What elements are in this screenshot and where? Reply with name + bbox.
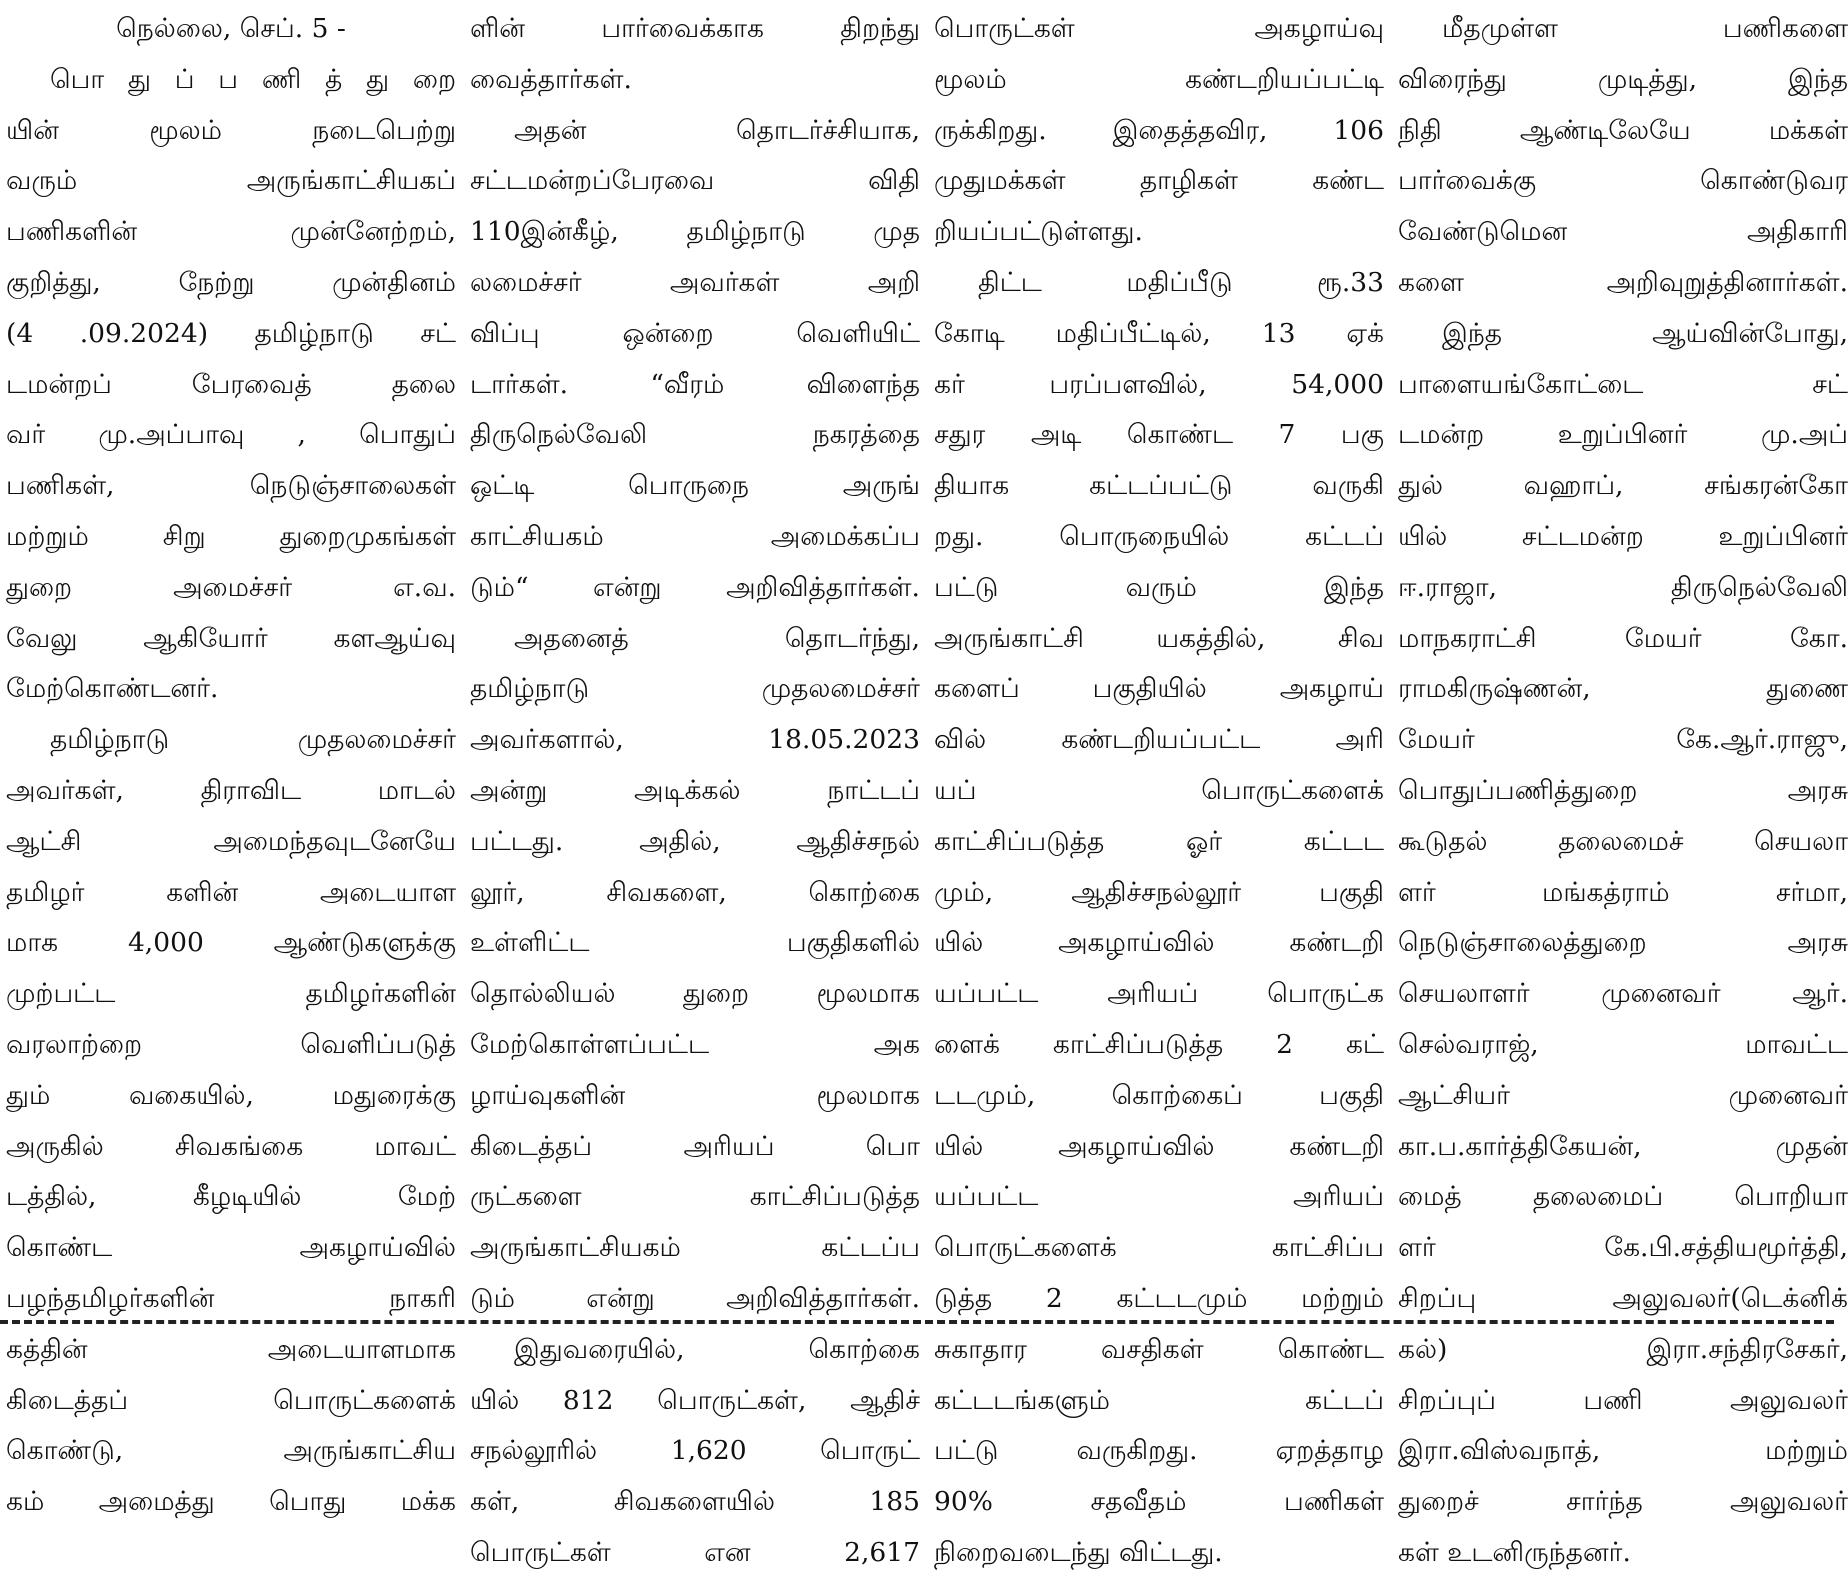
text-line: அதன் தொடர்ச்சியாக, bbox=[514, 114, 920, 146]
text-line: டமன்றப் பேரவைத் தலை bbox=[6, 368, 456, 400]
text-line: மும், ஆதிச்சநல்லூர் பகுதி bbox=[934, 876, 1384, 908]
text-line: ளைக் காட்சிப்படுத்த 2 கட் bbox=[934, 1028, 1384, 1060]
text-line: தமிழர் களின் அடையாள bbox=[6, 876, 456, 908]
text-line: தும் வகையில், மதுரைக்கு bbox=[6, 1079, 456, 1111]
text-line: முதுமக்கள் தாழிகள் கண்ட bbox=[934, 165, 1384, 197]
text-line: பார்வைக்கு கொண்டுவர bbox=[1398, 165, 1848, 197]
text-line: மற்றும் சிறு துறைமுகங்கள் bbox=[6, 520, 456, 552]
text-line: மேற்கொள்ளப்பட்ட அக bbox=[470, 1028, 920, 1060]
text-line: அன்று அடிக்கல் நாட்டப் bbox=[470, 774, 920, 806]
text-line: பழந்தமிழர்களின் நாகரி bbox=[6, 1282, 456, 1314]
article-column-2 bbox=[470, 4, 920, 1568]
text-line: பணிகள், நெடுஞ்சாலைகள் bbox=[6, 470, 456, 502]
text-line: டத்தில், கீழடியில் மேற் bbox=[6, 1181, 456, 1213]
text-line: வைத்தார்கள். bbox=[470, 63, 632, 95]
article-column-1 bbox=[6, 4, 456, 1518]
text-line: நிறைவடைந்து விட்டது. bbox=[934, 1536, 1223, 1568]
text-line: துறை அமைச்சர் எ.வ. bbox=[6, 571, 456, 603]
text-line: வேலு ஆகியோர் களஆய்வு bbox=[6, 622, 456, 654]
text-line: உள்ளிட்ட பகுதிகளில் bbox=[470, 927, 920, 959]
article-column-4 bbox=[1398, 4, 1848, 1568]
text-line: காட்சியகம் அமைக்கப்ப bbox=[470, 520, 920, 552]
text-line: ஆட்சி அமைந்தவுடனேயே bbox=[6, 825, 456, 857]
text-line: றது. பொருநையில் கட்டப் bbox=[934, 520, 1384, 552]
text-line: களைப் பகுதியில் அகழாய் bbox=[934, 673, 1384, 705]
text-line: லூர், சிவகளை, கொற்கை bbox=[470, 876, 920, 908]
text-line: டுத்த 2 கட்டடமும் மற்றும் bbox=[934, 1282, 1384, 1314]
text-line: ராமகிருஷ்ணன், துணை bbox=[1398, 673, 1848, 705]
text-line: மாக 4,000 ஆண்டுகளுக்கு bbox=[6, 927, 456, 959]
text-line: பொ து ப் ப ணி த் து றை bbox=[50, 63, 456, 95]
text-line: யப் பொருட்களைக் bbox=[934, 774, 1384, 806]
text-line: அருங்காட்சி யகத்தில், சிவ bbox=[934, 622, 1384, 654]
text-line: ளர் கே.பி.சத்தியமூர்த்தி, bbox=[1398, 1232, 1848, 1264]
text-line: கொண்டு, அருங்காட்சிய bbox=[6, 1435, 456, 1467]
text-line: சிறப்புப் பணி அலுவலர் bbox=[1398, 1384, 1848, 1416]
text-line: பட்டு வரும் இந்த bbox=[934, 571, 1384, 603]
text-line: நெல்லை, செப். 5 - bbox=[116, 13, 346, 44]
text-line: குறித்து, நேற்று முன்தினம் bbox=[6, 266, 456, 298]
text-line: நெடுஞ்சாலைத்துறை அரசு bbox=[1398, 927, 1848, 959]
text-line: சிறப்பு அலுவலர்(டெக்னிக் bbox=[1398, 1282, 1848, 1314]
text-line: கள் உடனிருந்தனர். bbox=[1398, 1536, 1631, 1568]
text-line: யில் அகழாய்வில் கண்டறி bbox=[934, 1130, 1384, 1162]
text-line: துறைச் சார்ந்த அலுவலர் bbox=[1398, 1486, 1848, 1518]
text-line: களை அறிவுறுத்தினார்கள். bbox=[1398, 266, 1848, 298]
text-line: தமிழ்நாடு முதலமைச்சர் bbox=[50, 724, 456, 756]
text-line: பொருட்கள் என 2,617 bbox=[470, 1536, 920, 1568]
text-line: மீதமுள்ள பணிகளை bbox=[1442, 13, 1848, 44]
text-line: கிடைத்தப் பொருட்களைக் bbox=[6, 1384, 456, 1416]
text-line: கோடி மதிப்பீட்டில், 13 ஏக் bbox=[934, 317, 1384, 349]
text-line: வேண்டுமென அதிகாரி bbox=[1398, 216, 1848, 248]
text-line: பட்டது. அதில், ஆதிச்சநல் bbox=[470, 825, 920, 857]
text-line: வரலாற்றை வெளிப்படுத் bbox=[6, 1028, 456, 1060]
text-line: மூலம் கண்டறியப்பட்டி bbox=[934, 63, 1384, 95]
text-line: கத்தின் அடையாளமாக bbox=[6, 1333, 456, 1365]
text-line: ஆட்சியர் முனைவர் bbox=[1398, 1079, 1848, 1111]
text-line: தமிழ்நாடு முதலமைச்சர் bbox=[470, 673, 920, 705]
text-line: சட்டமன்றப்பேரவை விதி bbox=[470, 165, 920, 197]
text-line: பாளையங்கோட்டை சட் bbox=[1398, 368, 1848, 400]
text-line: டடமும், கொற்கைப் பகுதி bbox=[934, 1079, 1384, 1111]
text-line: டும்“ என்று அறிவித்தார்கள். bbox=[470, 571, 920, 603]
text-line: சுகாதார வசதிகள் கொண்ட bbox=[934, 1333, 1384, 1365]
text-line: வில் கண்டறியப்பட்ட அரி bbox=[934, 724, 1384, 756]
text-line: ழாய்வுகளின் மூலமாக bbox=[470, 1079, 920, 1111]
text-line: திருநெல்வேலி நகரத்தை bbox=[470, 419, 920, 451]
text-line: இதுவரையில், கொற்கை bbox=[514, 1333, 920, 1365]
text-line: சநல்லூரில் 1,620 பொருட் bbox=[470, 1435, 920, 1467]
text-line: வர் மு.அப்பாவு , பொதுப் bbox=[6, 419, 456, 451]
dashed-separator bbox=[0, 1320, 1834, 1324]
text-line: பொதுப்பணித்துறை அரசு bbox=[1398, 774, 1848, 806]
text-line: விரைந்து முடித்து, இந்த bbox=[1398, 63, 1848, 95]
text-line: கம் அமைத்து பொது மக்க bbox=[6, 1486, 456, 1518]
text-line: அருங்காட்சியகம் கட்டப்ப bbox=[470, 1232, 920, 1264]
text-line: கர் பரப்பளவில், 54,000 bbox=[934, 368, 1384, 400]
text-line: இந்த ஆய்வின்போது, bbox=[1442, 317, 1848, 349]
text-line: கல்) இரா.சந்திரசேகர், bbox=[1398, 1333, 1848, 1365]
text-line: டும் என்று அறிவித்தார்கள். bbox=[470, 1282, 920, 1314]
text-line: அவர்கள், திராவிட மாடல் bbox=[6, 774, 456, 806]
text-line: மேயர் கே.ஆர்.ராஜு, bbox=[1398, 724, 1848, 756]
text-line: யில் 812 பொருட்கள், ஆதிச் bbox=[470, 1384, 920, 1416]
text-line: கூடுதல் தலைமைச் செயலா bbox=[1398, 825, 1848, 857]
text-line: திட்ட மதிப்பீடு ரூ.33 bbox=[978, 266, 1384, 298]
text-line: ளின் பார்வைக்காக திறந்து bbox=[470, 13, 920, 44]
text-line: ஈ.ராஜா, திருநெல்வேலி bbox=[1398, 571, 1848, 603]
text-line: பொருட்களைக் காட்சிப்ப bbox=[934, 1232, 1384, 1264]
text-line: பொருட்கள் அகழாய்வு bbox=[934, 13, 1384, 44]
text-line: யப்பட்ட அரியப் பொருட்க bbox=[934, 978, 1384, 1010]
text-line: டார்கள். “வீரம் விளைந்த bbox=[470, 368, 920, 400]
text-line: தியாக கட்டப்பட்டு வருகி bbox=[934, 470, 1384, 502]
text-line: யப்பட்ட அரியப் bbox=[934, 1181, 1384, 1213]
text-line: ருட்களை காட்சிப்படுத்த bbox=[470, 1181, 920, 1213]
text-line: இரா.விஸ்வநாத், மற்றும் bbox=[1398, 1435, 1848, 1467]
text-line: ளர் மங்கத்ராம் சர்மா, bbox=[1398, 876, 1848, 908]
text-line: செயலாளர் முனைவர் ஆர். bbox=[1398, 978, 1848, 1010]
text-line: கிடைத்தப் அரியப் பொ bbox=[470, 1130, 920, 1162]
text-line: 110இன்கீழ், தமிழ்நாடு முத bbox=[470, 216, 920, 248]
text-line: மாநகராட்சி மேயர் கோ. bbox=[1398, 622, 1848, 654]
text-line: விப்பு ஒன்றை வெளியிட் bbox=[470, 317, 920, 349]
text-line: காட்சிப்படுத்த ஓர் கட்டட bbox=[934, 825, 1384, 857]
text-line: முற்பட்ட தமிழர்களின் bbox=[6, 978, 456, 1010]
text-line: கொண்ட அகழாய்வில் bbox=[6, 1232, 456, 1264]
text-line: சதுர அடி கொண்ட 7 பகு bbox=[934, 419, 1384, 451]
text-line: துல் வஹாப், சங்கரன்கோ bbox=[1398, 470, 1848, 502]
text-line: டமன்ற உறுப்பினர் மு.அப் bbox=[1398, 419, 1848, 451]
text-line: அதனைத் தொடர்ந்து, bbox=[514, 622, 920, 654]
text-line: ஒட்டி பொருநை அருங் bbox=[470, 470, 920, 502]
text-line: யில் சட்டமன்ற உறுப்பினர் bbox=[1398, 520, 1848, 552]
text-line: மைத் தலைமைப் பொறியா bbox=[1398, 1181, 1848, 1213]
text-line: லமைச்சர் அவர்கள் அறி bbox=[470, 266, 920, 298]
text-line: பட்டு வருகிறது. ஏறத்தாழ bbox=[934, 1435, 1384, 1467]
text-line: யில் அகழாய்வில் கண்டறி bbox=[934, 927, 1384, 959]
text-line: ருக்கிறது. இதைத்தவிர, 106 bbox=[934, 114, 1384, 146]
text-line: பணிகளின் முன்னேற்றம், bbox=[6, 216, 456, 248]
article-columns bbox=[6, 4, 1848, 1568]
article-column-3 bbox=[934, 4, 1384, 1568]
text-line: செல்வராஜ், மாவட்ட bbox=[1398, 1028, 1848, 1060]
text-line: தொல்லியல் துறை மூலமாக bbox=[470, 978, 920, 1010]
text-line: அவர்களால், 18.05.2023 bbox=[470, 724, 920, 756]
text-line: (4 .09.2024) தமிழ்நாடு சட் bbox=[6, 317, 456, 349]
text-line: றியப்பட்டுள்ளது. bbox=[934, 216, 1143, 248]
text-line: கா.ப.கார்த்திகேயன், முதன் bbox=[1398, 1130, 1848, 1162]
text-line: கள், சிவகளையில் 185 bbox=[470, 1486, 920, 1518]
text-line: மேற்கொண்டனர். bbox=[6, 673, 219, 705]
text-line: 90% சதவீதம் பணிகள் bbox=[934, 1486, 1384, 1518]
text-line: நிதி ஆண்டிலேயே மக்கள் bbox=[1398, 114, 1848, 146]
text-line: வரும் அருங்காட்சியகப் bbox=[6, 165, 456, 197]
text-line: அருகில் சிவகங்கை மாவட் bbox=[6, 1130, 456, 1162]
text-line: யின் மூலம் நடைபெற்று bbox=[6, 114, 456, 146]
text-line: கட்டடங்களும் கட்டப் bbox=[934, 1384, 1384, 1416]
